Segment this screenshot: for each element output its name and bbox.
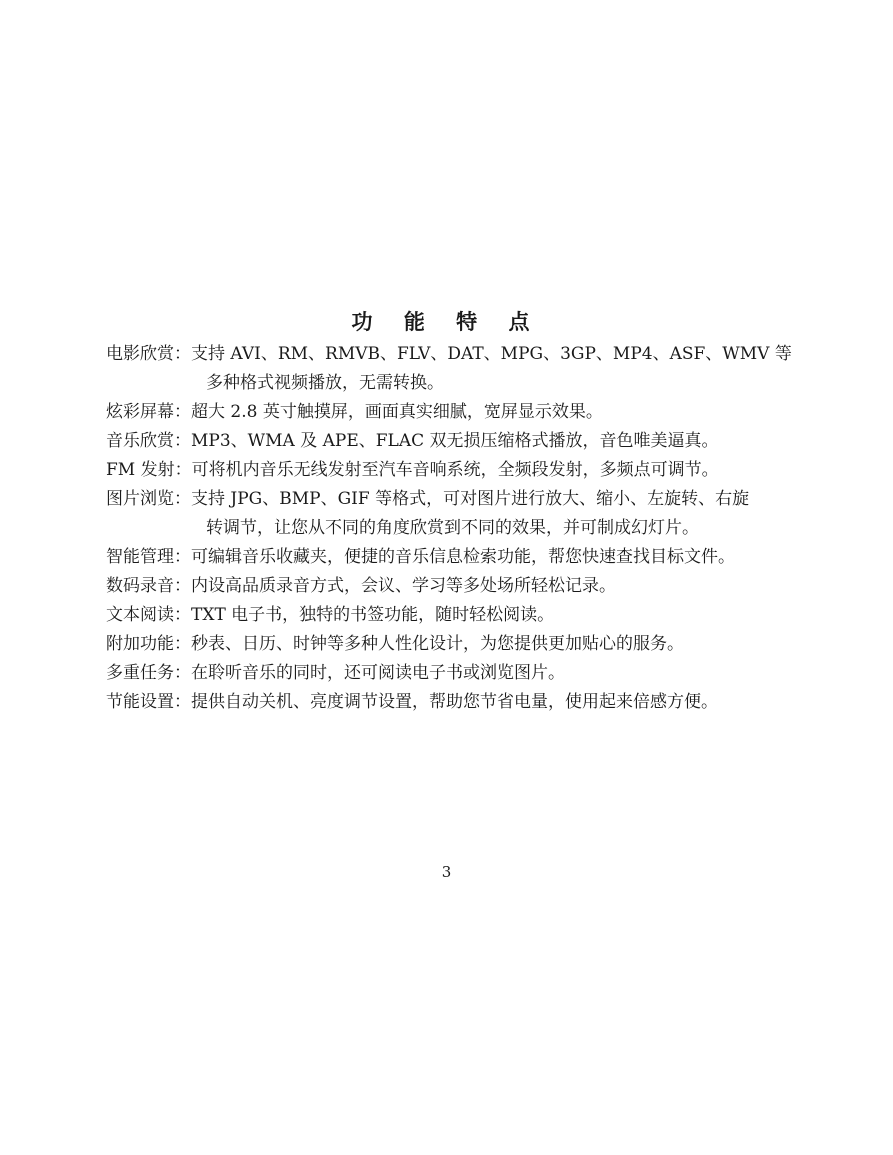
feature-label: 音乐欣赏：: [106, 431, 191, 451]
feature-fm: [106, 456, 836, 485]
feature-label: 多重任务：: [106, 663, 191, 683]
feature-label: 节能设置：: [106, 692, 191, 712]
feature-label: 智能管理：: [106, 547, 191, 567]
feature-description: 提供自动关机、亮度调节设置，帮助您节省电量，使用起来倍感方便。: [191, 692, 718, 712]
feature-description: TXT 电子书，独特的书签功能，随时轻松阅读。: [191, 605, 555, 625]
feature-description: 支持 AVI、RM、RMVB、FLV、DAT、MPG、3GP、MP4、ASF、WMV 等: [191, 344, 792, 364]
feature-label: 文本阅读：: [106, 605, 191, 625]
feature-description: 可将机内音乐无线发射至汽车音响系统，全频段发射，多频点可调节。: [191, 460, 719, 480]
feature-screen: [106, 398, 836, 427]
feature-label: 炫彩屏幕：: [106, 402, 191, 422]
feature-description: 内设高品质录音方式，会议、学习等多处场所轻松记录。: [191, 576, 616, 596]
feature-recording: [106, 572, 836, 601]
feature-label: 电影欣赏：: [106, 344, 191, 364]
feature-management: [106, 543, 836, 572]
feature-text-reading: [106, 601, 836, 630]
feature-multitask: [106, 659, 836, 688]
feature-description: MP3、WMA 及 APE、FLAC 双无损压缩格式播放，音色唯美逼真。: [191, 431, 719, 451]
feature-list: [106, 340, 836, 717]
page-title: 功 能 特 点: [351, 309, 542, 334]
feature-music: [106, 427, 836, 456]
feature-extras: [106, 630, 836, 659]
feature-description: 超大 2.8 英寸触摸屏，画面真实细腻，宽屏显示效果。: [191, 402, 603, 422]
feature-movie: [106, 340, 836, 398]
feature-description-continued: 多种格式视频播放，无需转换。: [206, 373, 444, 393]
feature-description: 秒表、日历、时钟等多种人性化设计，为您提供更加贴心的服务。: [191, 634, 684, 654]
feature-label: 数码录音：: [106, 576, 191, 596]
feature-label: 图片浏览：: [106, 489, 191, 509]
feature-label: 附加功能：: [106, 634, 191, 654]
feature-power-saving: [106, 688, 836, 717]
feature-description: 可编辑音乐收藏夹，便捷的音乐信息检索功能，帮您快速查找目标文件。: [191, 547, 735, 567]
page-number: 3: [441, 863, 452, 881]
feature-description: 支持 JPG、BMP、GIF 等格式，可对图片进行放大、缩小、左旋转、右旋: [191, 489, 750, 509]
feature-photo: [106, 485, 836, 543]
feature-label: FM 发射：: [106, 460, 192, 480]
feature-description-continued: 转调节，让您从不同的角度欣赏到不同的效果，并可制成幻灯片。: [206, 518, 699, 538]
feature-description: 在聆听音乐的同时，还可阅读电子书或浏览图片。: [191, 663, 565, 683]
